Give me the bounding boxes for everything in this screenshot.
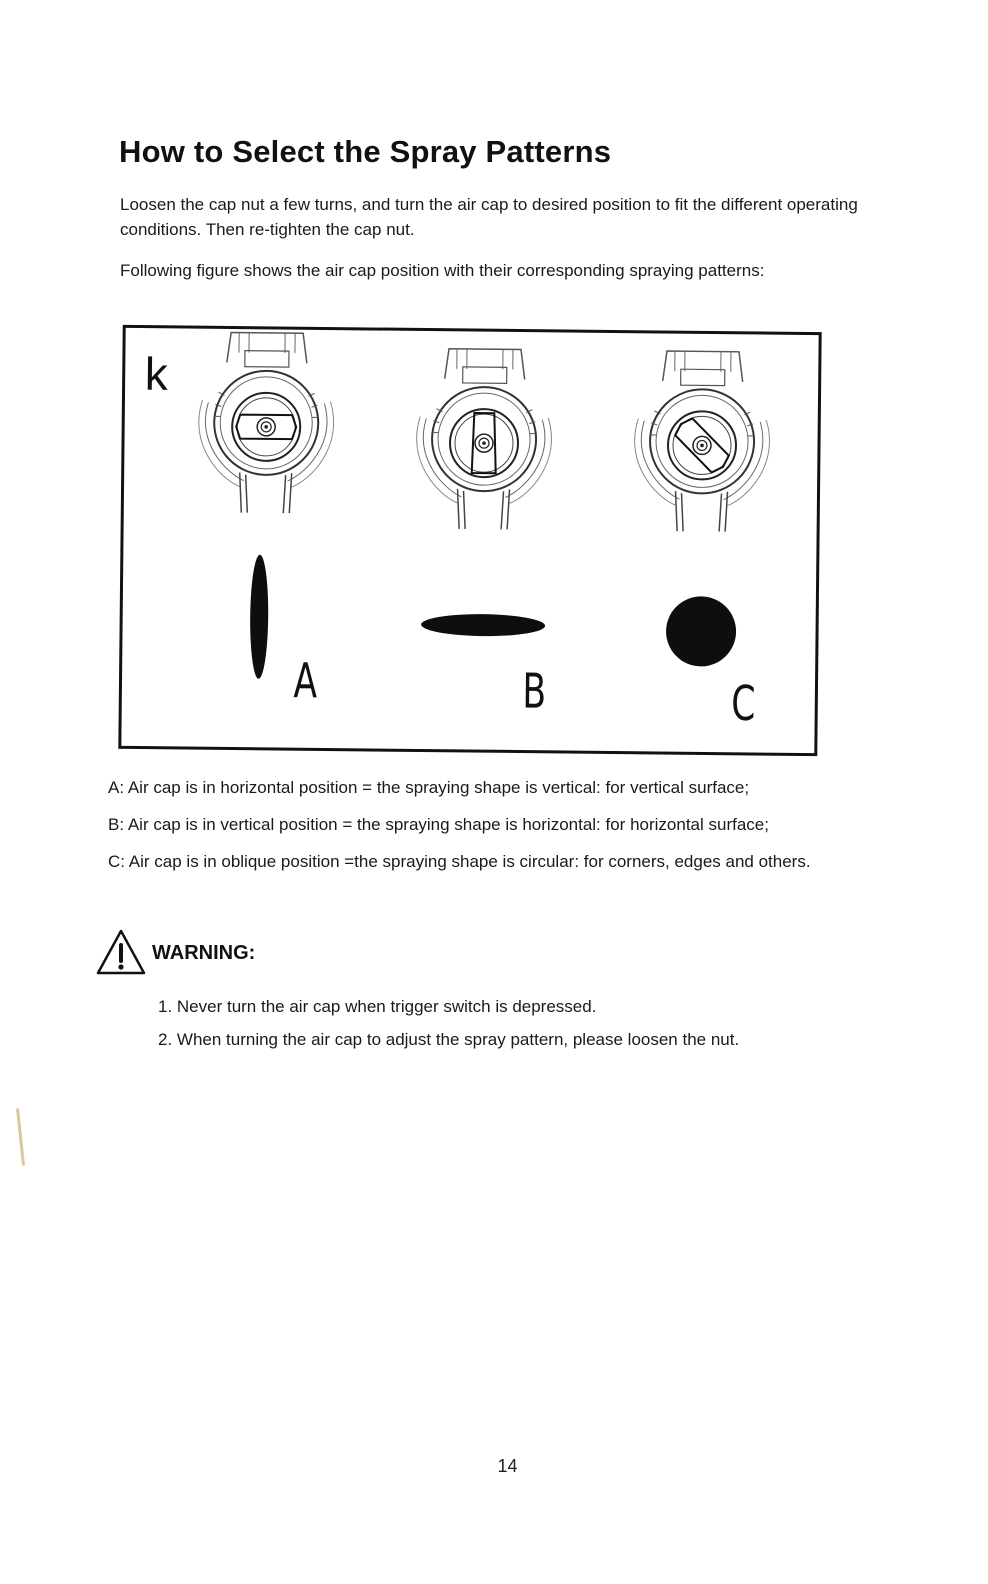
description-b: B: Air cap is in vertical position = the spraying shape is horizontal: for horizontal surface; bbox=[108, 815, 769, 834]
pattern-label-b: B bbox=[522, 662, 547, 720]
figure-intro: Following figure shows the air cap position with their corresponding spraying patterns: bbox=[120, 261, 765, 280]
description-a: A: Air cap is in horizontal position = the spraying shape is vertical: for vertical surface; bbox=[108, 778, 750, 797]
page-margin-mark bbox=[16, 1108, 25, 1166]
warning-item-2: 2. When turning the air cap to adjust the spray pattern, please loosen the nut. bbox=[158, 1030, 740, 1049]
figure-corner-label: k bbox=[144, 347, 169, 400]
pattern-label-a: A bbox=[293, 652, 318, 709]
warning-title: WARNING: bbox=[152, 942, 256, 964]
description-c: C: Air cap is in oblique position =the spraying shape is circular: for corners, edges and others. bbox=[108, 852, 811, 871]
page-title: How to Select the Spray Patterns bbox=[119, 134, 612, 169]
pattern-label-c: C bbox=[731, 674, 756, 732]
page-number: 14 bbox=[497, 1456, 518, 1476]
spray-pattern-figure bbox=[117, 323, 823, 757]
warning-item-1: 1. Never turn the air cap when trigger switch is depressed. bbox=[158, 997, 597, 1016]
warning-triangle-icon bbox=[95, 928, 147, 976]
intro-paragraph: Loosen the cap nut a few turns, and turn the air cap to desired position to fit the different operating conditions. Then re-tighten the cap nut. bbox=[120, 195, 858, 239]
